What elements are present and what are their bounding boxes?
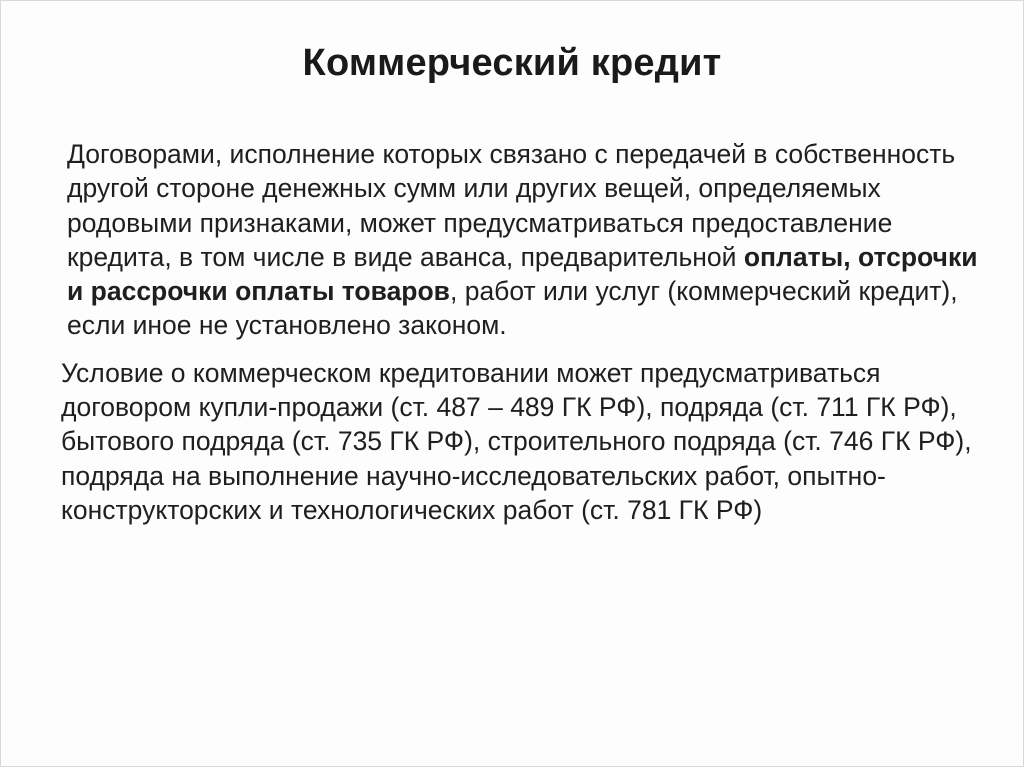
- paragraph-definition-bold-text: оплаты, отсрочки и рассрочки оплаты товаров: [67, 241, 978, 307]
- paragraph-contract-types: Условие о коммерческом кредитовании может предусматриваться договором купли-продажи (ст. 487 – 489 ГК РФ), подряда (ст. 711 ГК РФ), бытового подряда (ст. 735 ГК РФ), строительного подряда (ст. 746 ГК РФ), подряда на выполнение научно-исследовательских работ, опытно-конструкторских и технологических работ (ст. 781 ГК РФ): [61, 357, 972, 525]
- paragraph-definition-text-start: Договорами, исполнение которых связано с передачей в собственность другой стороне денежных сумм или других вещей, определяемых родовыми признаками, может предусматриваться предоставление кредита, в том числе в виде аванса, предварительной: [67, 139, 956, 272]
- paragraph-definition: [61, 137, 981, 343]
- slide-body: [61, 137, 981, 527]
- paragraph-definition-text-end: , работ или услуг (коммерческий кредит), если иное не установлено законом.: [67, 276, 958, 341]
- slide-title: Коммерческий кредит: [302, 42, 722, 84]
